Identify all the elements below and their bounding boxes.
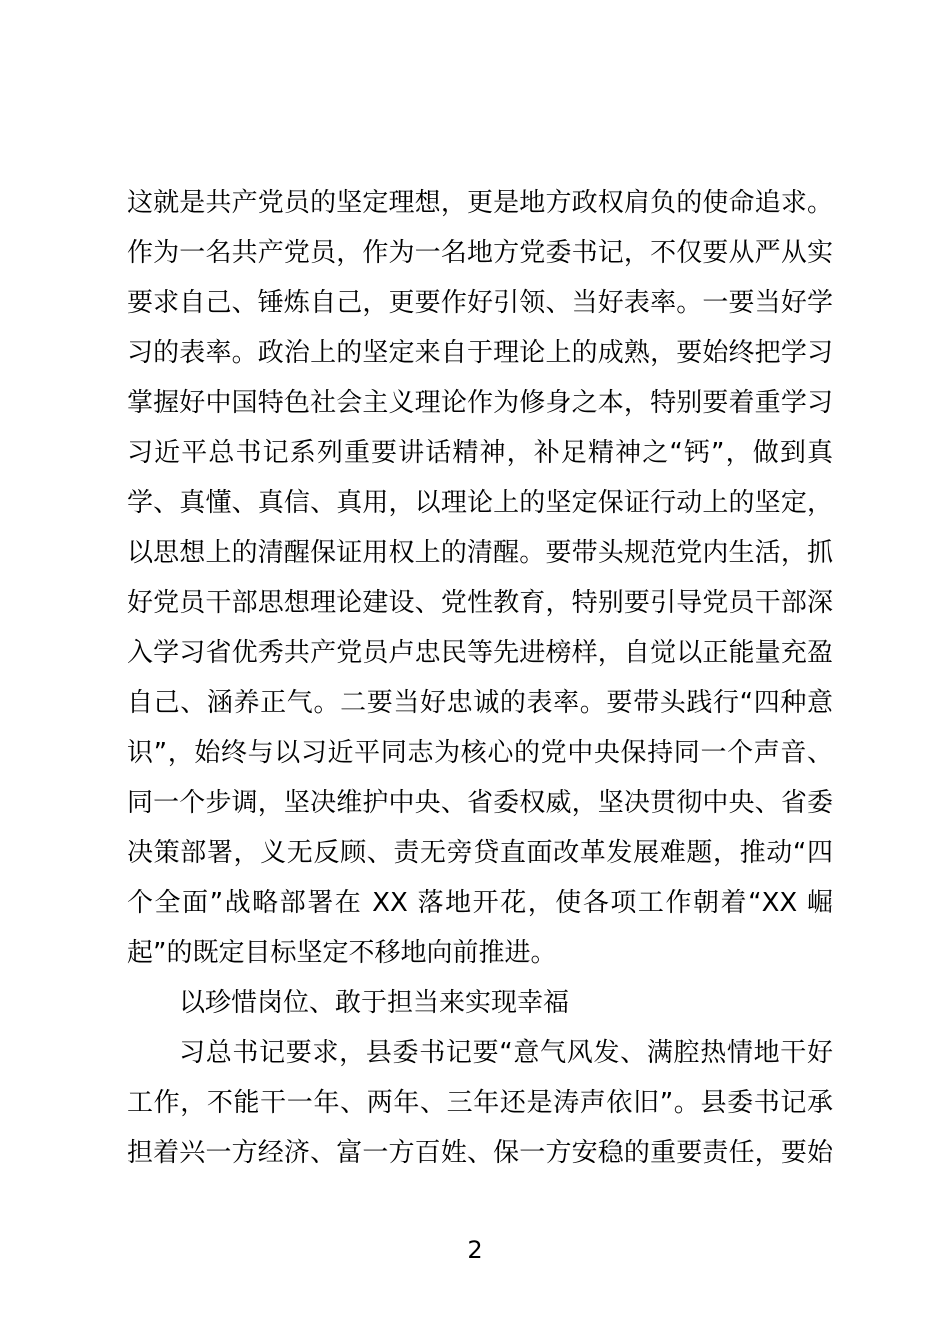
- text-line-2: 作为一名共产党员，作为一名地方党委书记，不仅要从严从实: [127, 238, 833, 268]
- text-line-1: 这就是共产党员的坚定理想，更是地方政权肩负的使命追求。: [127, 188, 833, 218]
- text-line-5: 掌握好中国特色社会主义理论作为修身之本，特别要着重学习: [127, 388, 833, 418]
- page-number: 2: [467, 1236, 483, 1264]
- text-line-20: 担着兴一方经济、富一方百姓、保一方安稳的重要责任，要始: [127, 1138, 833, 1168]
- text-line-6: 习近平总书记系列重要讲话精神，补足精神之“钙”，做到真: [127, 438, 833, 468]
- text-line-7: 学、真懂、真信、真用，以理论上的坚定保证行动上的坚定，: [127, 488, 833, 518]
- text-line-13: 同一个步调，坚决维护中央、省委权威，坚决贯彻中央、省委: [127, 788, 833, 818]
- text-line-10: 入学习省优秀共产党员卢忠民等先进榜样，自觉以正能量充盈: [127, 638, 833, 668]
- text-line-4: 习的表率。政治上的坚定来自于理论上的成熟，要始终把学习: [127, 338, 833, 368]
- text-line-16: 起”的既定目标坚定不移地向前推进。: [127, 938, 557, 968]
- text-line-19: 工作，不能干一年、两年、三年还是涛声依旧”。县委书记承: [127, 1088, 833, 1118]
- text-line-12: 识”，始终与以习近平同志为核心的党中央保持同一个声音、: [127, 738, 833, 768]
- text-line-14: 决策部署，义无反顾、责无旁贷直面改革发展难题，推动“四: [127, 838, 833, 868]
- section-heading: 以珍惜岗位、敢于担当来实现幸福: [179, 988, 570, 1018]
- text-line-18: 习总书记要求，县委书记要“意气风发、满腔热情地干好: [179, 1038, 833, 1068]
- body-text: [127, 178, 833, 1178]
- text-line-9: 好党员干部思想理论建设、党性教育，特别要引导党员干部深: [127, 588, 833, 618]
- text-line-11: 自己、涵养正气。二要当好忠诚的表率。要带头践行“四种意: [127, 688, 833, 718]
- text-line-8: 以思想上的清醒保证用权上的清醒。要带头规范党内生活，抓: [127, 538, 833, 568]
- text-line-15: 个全面”战略部署在 XX 落地开花，使各项工作朝着“XX 崛: [127, 888, 833, 918]
- text-line-3: 要求自己、锤炼自己，更要作好引领、当好表率。一要当好学: [127, 288, 833, 318]
